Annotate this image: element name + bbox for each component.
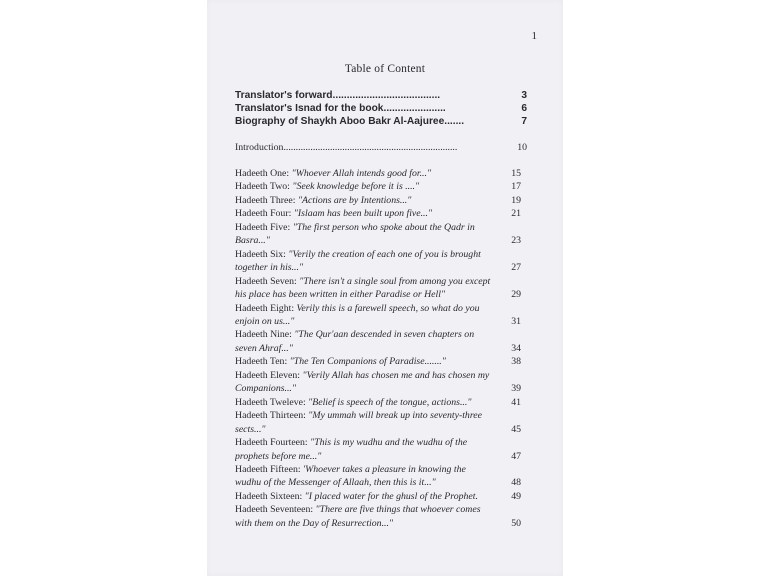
- toc-entry-label: Translator's forward......................................: [235, 90, 441, 101]
- toc-entry-line: [235, 436, 527, 449]
- toc-entry-line: [235, 275, 527, 288]
- toc-entry-page: 49: [511, 490, 521, 502]
- toc-entry-line: [235, 288, 527, 301]
- hadeeth-quote: "I placed water for the ghusl of the Prophet.: [304, 490, 478, 502]
- toc-entry-line: [235, 261, 527, 274]
- hadeeth-quote: sects...": [235, 423, 266, 435]
- hadeeth-quote: "Verily Allah has chosen me and has chosen my: [302, 369, 490, 381]
- hadeeth-quote: "Seek knowledge before it is ....": [292, 181, 420, 193]
- toc-entry-line: [235, 423, 527, 436]
- toc-entry-line: [235, 476, 527, 489]
- toc-entry-page: 21: [511, 208, 521, 220]
- toc-entry-hadeeth: [235, 328, 527, 355]
- toc-entry-hadeeth: [235, 194, 527, 207]
- toc-entry-page: 45: [511, 423, 521, 435]
- hadeeth-title: Hadeeth Four:: [235, 208, 294, 220]
- toc-entry-page: 34: [511, 342, 521, 354]
- toc-entry-hadeeth: [235, 167, 527, 180]
- toc-entry-line: [235, 409, 527, 422]
- front-matter-list: [235, 89, 527, 129]
- hadeeth-quote: Verily this is a farewell speech, so what do you: [296, 302, 480, 314]
- toc-entry-line: [235, 463, 527, 476]
- toc-entry-hadeeth: [235, 463, 527, 490]
- toc-entry-hadeeth: [235, 302, 527, 329]
- hadeeth-title: Hadeeth Seventeen:: [235, 504, 316, 516]
- hadeeth-quote: "Islaam has been built upon five...": [293, 208, 433, 220]
- hadeeth-quote: "My ummah will break up into seventy-three: [308, 410, 482, 422]
- hadeeth-quote: with them on the Day of Resurrection...": [235, 517, 394, 529]
- toc-entry-line: [235, 503, 527, 516]
- hadeeth-title: Hadeeth Seven:: [235, 275, 300, 287]
- toc-entry-hadeeth: [235, 221, 527, 248]
- hadeeth-quote: wudhu of the Messenger of Allaah, then this is it...": [235, 477, 436, 489]
- toc-entry-line: [235, 180, 527, 193]
- hadeeth-quote: "The first person who spoke about the Qadr in: [292, 221, 475, 233]
- hadeeth-title: Hadeeth Five:: [235, 221, 293, 233]
- toc-entry-hadeeth: [235, 396, 527, 409]
- toc-entry-line: [235, 315, 527, 328]
- toc-entry-label: Biography of Shaykh Aboo Bakr Al-Aajuree.......: [235, 116, 465, 128]
- toc-entry-hadeeth: [235, 436, 527, 463]
- toc-entry-page: 7: [521, 116, 527, 128]
- hadeeth-title: Hadeeth Two:: [235, 181, 293, 193]
- toc-entry-page: 10: [517, 142, 527, 153]
- toc-entry-front-matter: [235, 115, 527, 128]
- hadeeth-quote: prophets before me...": [235, 450, 322, 462]
- toc-entry-line: [235, 490, 527, 503]
- hadeeth-quote: "This is my wudhu and the wudhu of the: [310, 437, 468, 449]
- toc-entry-line: [235, 382, 527, 395]
- hadeeth-quote: his place has been written in either Paradise or Hell": [235, 289, 446, 301]
- hadeeth-quote: Companions...": [235, 383, 296, 395]
- toc-entry-page: 47: [511, 450, 521, 462]
- hadeeth-quote: "Verily the creation of each one of you is brought: [288, 248, 481, 260]
- hadeeth-title: Hadeeth Nine:: [235, 329, 295, 341]
- toc-entry-page: 39: [511, 383, 521, 395]
- hadeeth-quote: "Actions are by Intentions...": [297, 194, 412, 206]
- toc-entry-label: Translator's Isnad for the book......................: [235, 103, 446, 115]
- hadeeth-quote: seven Ahraf...": [235, 342, 293, 354]
- toc-entry-front-matter: [235, 102, 527, 115]
- hadeeth-quote: "The Qur'aan descended in seven chapters on: [294, 329, 475, 341]
- hadeeth-title: Hadeeth Eight:: [235, 302, 297, 314]
- toc-entry-page: 23: [511, 235, 521, 247]
- toc-entry-hadeeth: [235, 490, 527, 503]
- toc-entry-hadeeth: [235, 369, 527, 396]
- toc-entry-hadeeth: [235, 355, 527, 368]
- hadeeth-title: Hadeeth Fifteen:: [235, 463, 304, 475]
- hadeeth-title: Hadeeth One:: [235, 168, 292, 179]
- hadeeth-quote: "There isn't a single soul from among you except: [299, 275, 491, 287]
- toc-entry-hadeeth: [235, 248, 527, 275]
- toc-entry-line: [235, 450, 527, 463]
- toc-entry-line: [235, 328, 527, 341]
- toc-entry-line: [235, 302, 527, 315]
- toc-entry-page: 29: [511, 289, 521, 301]
- toc-entry-line: [235, 369, 527, 382]
- toc-entry-line: [235, 167, 527, 180]
- toc-entry-page: 15: [511, 168, 521, 179]
- hadeeth-title: Hadeeth Ten:: [235, 356, 290, 368]
- hadeeth-quote: "Whoever Allah intends good for...": [291, 168, 432, 179]
- hadeeth-title: Hadeeth Eleven:: [235, 369, 303, 381]
- hadeeth-title: Hadeeth Fourteen:: [235, 437, 311, 449]
- book-page: [207, 0, 563, 576]
- hadeeth-quote: Basra...": [235, 235, 270, 247]
- page-number: 1: [531, 30, 537, 42]
- hadeeth-title: Hadeeth Sixteen:: [235, 490, 305, 502]
- toc-entry-label: Introduction.......................................................................: [235, 142, 458, 153]
- toc-entry-hadeeth: [235, 409, 527, 436]
- toc-entry-page: 50: [511, 517, 521, 529]
- hadeeth-list: [235, 167, 527, 530]
- hadeeth-quote: "Belief is speech of the tongue, actions...": [308, 396, 472, 408]
- toc-entry-hadeeth: [235, 503, 527, 530]
- toc-entry-line: [235, 234, 527, 247]
- toc-entry-front-matter: [235, 89, 527, 102]
- toc-entry-line: [235, 517, 527, 530]
- hadeeth-quote: "The Ten Companions of Paradise.......": [289, 356, 446, 368]
- toc-entry-introduction: [235, 141, 527, 154]
- toc-entry-page: 17: [511, 181, 521, 193]
- hadeeth-title: Hadeeth Tweleve:: [235, 396, 309, 408]
- toc-entry-line: [235, 221, 527, 234]
- hadeeth-title: Hadeeth Six:: [235, 248, 289, 260]
- toc-entry-line: [235, 342, 527, 355]
- hadeeth-quote: "There are five things that whoever comes: [315, 504, 481, 516]
- hadeeth-title: Hadeeth Thirteen:: [235, 410, 309, 422]
- hadeeth-quote: enjoin on us...": [235, 315, 295, 327]
- toc-entry-hadeeth: [235, 275, 527, 302]
- hadeeth-quote: together in his...": [235, 262, 304, 274]
- toc-entry-hadeeth: [235, 180, 527, 193]
- toc-entry-line: [235, 194, 527, 207]
- toc-entry-page: 38: [511, 356, 521, 368]
- toc-entry-page: 27: [511, 262, 521, 274]
- hadeeth-quote: 'Whoever takes a pleasure in knowing the: [303, 463, 466, 475]
- toc-entry-page: 31: [511, 315, 521, 327]
- toc-entry-line: [235, 396, 527, 409]
- toc-entry-line: [235, 248, 527, 261]
- page-title: Table of Content: [344, 63, 426, 75]
- hadeeth-title: Hadeeth Three:: [235, 194, 298, 206]
- toc-entry-hadeeth: [235, 207, 527, 220]
- toc-entry-page: 41: [511, 396, 521, 408]
- toc-entry-line: [235, 355, 527, 368]
- toc-entry-page: 6: [521, 103, 527, 115]
- toc-entry-page: 3: [521, 90, 527, 101]
- toc-entry-line: [235, 207, 527, 220]
- toc-entry-page: 19: [511, 194, 521, 206]
- toc-entry-page: 48: [511, 477, 521, 489]
